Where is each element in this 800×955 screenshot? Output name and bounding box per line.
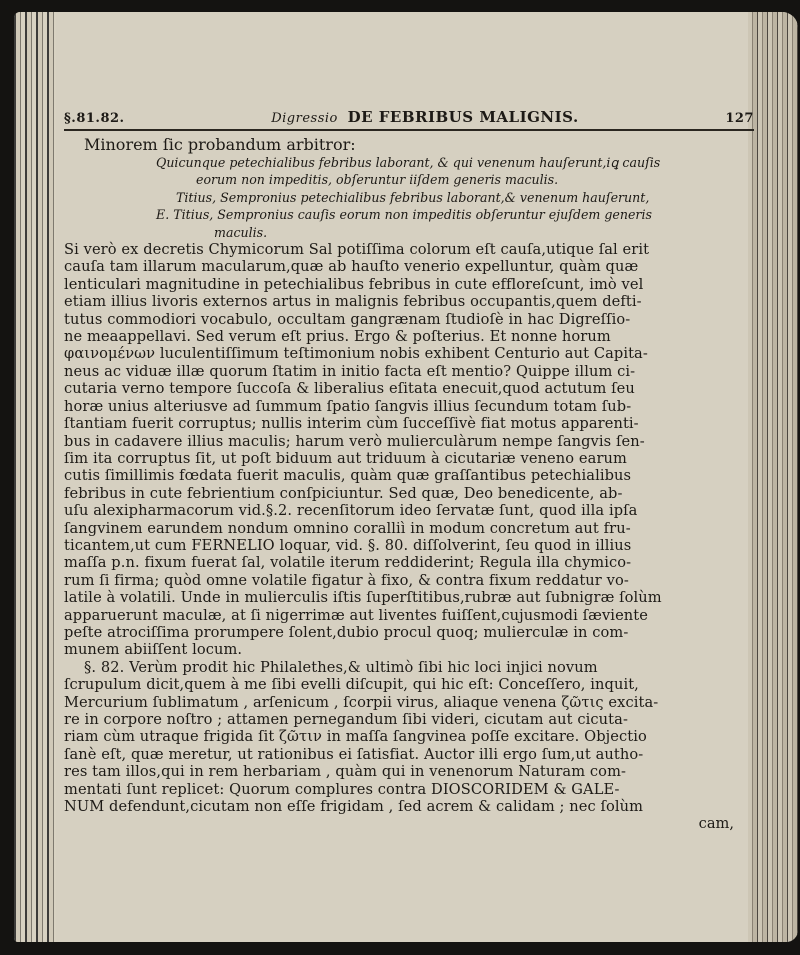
text-line: latile à volatili. Unde in mulierculis iſtis ſuperſtitibus,rubræ aut ſubnigræ ſolùm xyxy=(64,589,662,607)
text-line: ſanè eſt, quæ meretur, ut rationibus ei ſatisfiat. Auctor illi ergo ſum,ut autho- xyxy=(64,745,644,763)
text-line: res tam illos,qui in rem herbariam , quàm qui in venenorum Naturam com- xyxy=(64,763,627,781)
running-header xyxy=(64,108,754,131)
text-line: neus ac viduæ illæ quorum ſtatim in initio facta eſt mentio? Quippe illum ci- xyxy=(64,362,636,380)
text-line: NUM defendunt,cicutam non eſſe frigidam , ſed acrem & calidam ; nec ſolùm xyxy=(64,798,644,816)
page-number: 127 xyxy=(725,111,754,126)
text-line: uſu alexipharmacorum vid.§.2. recenſitorum ideo ſervatæ ſunt, quod illa ipſa xyxy=(64,502,638,520)
text-line: tutus commodiori vocabulo, occultam gangrænam ſtudioſè in hac Digreſſio- xyxy=(64,310,631,328)
text-line: Minorem ſic probandum arbitror: xyxy=(84,135,356,154)
text-line: ſangvinem earundem nondum omnino coralliì in modum concretum aut fru- xyxy=(64,519,631,537)
text-line: apparuerunt maculæ, at ſi nigerrimæ aut liventes fuiſſent,cujusmodi ſæviente xyxy=(64,606,649,624)
text-line: munem abiiſſent locum. xyxy=(64,641,243,659)
text-line: §. 82. Verùm prodit hic Philalethes,& ultimò ſibi hic loci injici novum xyxy=(84,658,598,676)
digression-label: Digressio xyxy=(271,111,338,126)
text-line: peſte atrociſſima prorumpere ſolent,dubio procul quoq; mulierculæ in com- xyxy=(64,623,629,641)
text-line: lenticulari magnitudine in petechialibus febribus in cute efflorеſcunt, imò vel xyxy=(64,275,644,293)
page-edges xyxy=(748,12,798,942)
section-marker: §.81.82. xyxy=(64,111,125,126)
text-line: horæ unius alteriusve ad ſummum ſpatio ſangvis illius ſecundum totam ſub- xyxy=(64,397,632,415)
text-line: E. Titius, Sempronius cauſis eorum non impeditis obſeruntur ejuſdem generis xyxy=(156,207,652,223)
text-line: Quicunque petechialibus febribus laborant, & qui venenum hauſerunt,iꝗ cauſis xyxy=(156,155,661,170)
text-line: febribus in cute febrientium conſpiciuntur. Sed quæ, Deo benedicente, ab- xyxy=(64,484,623,502)
text-line: ſim ita corruptus ſit, ut poſt biduum aut triduum à cicutariæ veneno earum xyxy=(64,449,627,467)
text-body xyxy=(64,135,754,815)
text-line: cutaria verno tempore ſuccoſa & liberalius eſitata enecuit,quod actutum ſeu xyxy=(64,380,635,398)
book-page xyxy=(14,12,798,942)
text-line: ne meaappellavi. Sed verum eſt prius. Ergo & poſterius. Et nonne horum xyxy=(64,328,611,346)
text-line: eorum non impeditis, obſeruntur iiſdem generis maculis. xyxy=(196,172,559,188)
page-gutter xyxy=(14,12,56,942)
text-line: Titius, Sempronius petechialibus febribus laborant,& venenum hauſerunt, xyxy=(176,189,650,205)
running-title: DE FEBRIBUS MALIGNIS. xyxy=(347,108,579,126)
catchword: cam, xyxy=(698,815,734,833)
text-line: Mercurium ſublimatum , arſenicum , ſcorpii virus, aliaque venena ζῶτις excita- xyxy=(64,693,659,711)
text-line: re in corpore noſtro ; attamen pernegandum ſibi videri, cicutam aut cicuta- xyxy=(64,711,628,728)
text-line: etiam illius livoris externos artus in malignis febribus occupantis,quem defti- xyxy=(64,293,642,311)
text-line: Si verò ex decretis Chymicorum Sal potiſſima colorum eſt cauſa,utique ſal erit xyxy=(64,241,650,259)
text-line: bus in cadavere illius maculis; harum verò mulierculàrum nempe ſangvis ſen- xyxy=(64,432,645,450)
text-line: rum ſi firma; quòd omne volatile figatur à fixo, & contra fixum reddatur vo- xyxy=(64,571,629,589)
text-line: maſſa p.n. fixum fuerat ſal, volatile iterum reddiderint; Regula illa chymico- xyxy=(64,554,632,572)
text-line: ſtantiam fuerit corruptus; nullis interim cùm ſucceſſivè fiat motus apparenti- xyxy=(64,415,639,433)
header-title-group xyxy=(271,108,578,126)
text-line: riam cùm utraque frigida ſit ζῶτιν in maſſa ſangvinea poſſe excitare. Objectio xyxy=(64,728,647,746)
text-line: maculis. xyxy=(214,224,268,240)
text-line: mentati ſunt replicet: Quorum complures contra DIOSCORIDEM & GALE- xyxy=(64,780,620,798)
text-line: φαινομένων luculentiſſimum teſtimonium nobis exhibent Centurio aut Capita- xyxy=(64,345,648,363)
text-line: ſcrupulum dicit,quem à me ſibi evelli diſcupit, qui hic eſt: Conceſſero, inquit, xyxy=(64,676,639,694)
text-line: ticantem,ut cum FERNELIO loquar, vid. §. 80. diſſolverint, ſeu quod in illius xyxy=(64,536,632,554)
text-line: cauſa tam illarum macularum,quæ ab hauſto venerio expelluntur, quàm quæ xyxy=(64,258,639,276)
text-line: cutis ſimillimis fœdata fuerit maculis, quàm quæ graſſantibus petechialibus xyxy=(64,467,632,485)
page-content xyxy=(64,108,754,833)
